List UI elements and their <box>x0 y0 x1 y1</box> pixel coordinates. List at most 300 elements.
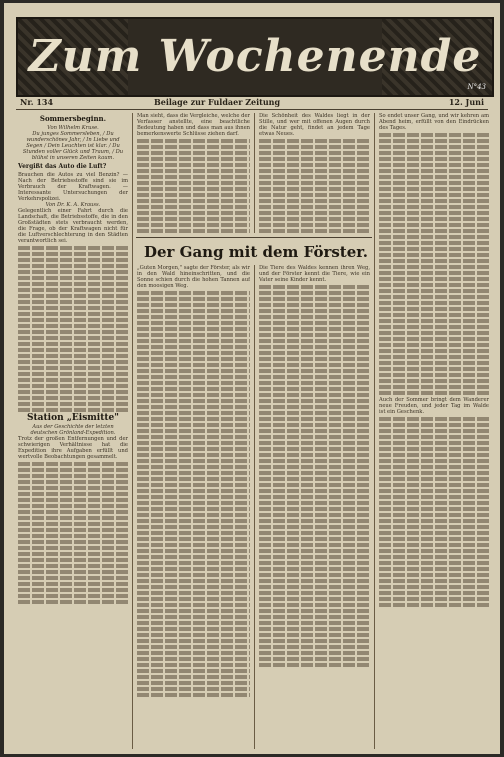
text-line <box>379 385 489 389</box>
text-line <box>259 345 370 349</box>
text-line <box>259 555 370 559</box>
text-line <box>259 145 370 149</box>
text-line <box>259 627 370 631</box>
text-line <box>259 447 370 451</box>
text-line <box>259 465 370 469</box>
text-line <box>137 639 250 643</box>
text-line <box>379 139 489 143</box>
text-line <box>137 501 250 505</box>
text-line <box>259 393 370 397</box>
text-line <box>259 309 370 313</box>
headline-rule <box>136 237 372 238</box>
text-line <box>137 291 250 295</box>
article-body: Trotz der großen Entfernungen und der schwierigen Verhältnisse hat die Expedition ihre Aufgaben erfüllt und wertvolle Beobachtungen gesammelt. <box>18 436 128 460</box>
text-line <box>259 327 370 331</box>
text-line <box>18 324 128 328</box>
text-line <box>137 513 250 517</box>
text-line <box>259 531 370 535</box>
text-line <box>259 567 370 571</box>
text-line <box>379 513 489 517</box>
text-line <box>379 223 489 227</box>
text-line <box>259 357 370 361</box>
text-line <box>379 259 489 263</box>
text-line <box>137 609 250 613</box>
text-line <box>137 381 250 385</box>
text-line <box>379 295 489 299</box>
text-line <box>259 169 370 173</box>
text-line <box>137 585 250 589</box>
text-line <box>18 390 128 394</box>
text-line <box>137 555 250 559</box>
text-line <box>379 163 489 167</box>
text-line <box>379 429 489 433</box>
text-line <box>137 615 250 619</box>
text-line <box>379 199 489 203</box>
text-line <box>18 330 128 334</box>
text-line <box>18 540 128 544</box>
text-line <box>259 205 370 209</box>
text-line <box>18 318 128 322</box>
text-line <box>259 163 370 167</box>
text-line <box>18 576 128 580</box>
text-line <box>379 337 489 341</box>
text-line <box>259 525 370 529</box>
text-line <box>259 585 370 589</box>
article-author-sommer: Von Wilhelm Kruse. <box>47 125 99 131</box>
text-line <box>137 471 250 475</box>
text-line <box>259 651 370 655</box>
text-line <box>137 453 250 457</box>
text-line <box>137 435 250 439</box>
text-line <box>137 229 250 233</box>
text-line <box>259 429 370 433</box>
text-line <box>18 252 128 256</box>
column-divider <box>254 113 255 233</box>
text-line <box>259 543 370 547</box>
text-line <box>259 507 370 511</box>
text-line <box>137 663 250 667</box>
text-line <box>18 546 128 550</box>
text-line <box>137 357 250 361</box>
text-line <box>18 372 128 376</box>
text-line <box>379 289 489 293</box>
text-line <box>18 408 128 412</box>
text-line <box>137 447 250 451</box>
text-line <box>379 483 489 487</box>
text-line <box>379 157 489 161</box>
text-line <box>379 537 489 541</box>
text-line <box>259 405 370 409</box>
text-line <box>137 175 250 179</box>
text-line <box>379 367 489 371</box>
text-line <box>18 516 128 520</box>
article-author-auto: Von Dr. K. A. Krauss. <box>45 202 101 208</box>
text-line <box>259 399 370 403</box>
text-line <box>259 621 370 625</box>
text-line <box>259 483 370 487</box>
text-line <box>18 246 128 250</box>
text-line <box>18 402 128 406</box>
text-line <box>379 205 489 209</box>
text-line <box>18 480 128 484</box>
text-line <box>137 163 250 167</box>
text-line <box>137 477 250 481</box>
text-line <box>18 384 128 388</box>
text-line <box>379 325 489 329</box>
text-line <box>137 441 250 445</box>
text-line <box>379 235 489 239</box>
text-line <box>379 313 489 317</box>
text-line <box>379 489 489 493</box>
text-line <box>379 391 489 395</box>
text-line <box>137 561 250 565</box>
text-line <box>137 315 250 319</box>
text-line <box>18 468 128 472</box>
text-line <box>137 621 250 625</box>
text-line <box>259 459 370 463</box>
text-line <box>259 175 370 179</box>
text-line <box>137 687 250 691</box>
issue-date: 12. Juni <box>448 97 484 107</box>
text-line <box>137 525 250 529</box>
text-line <box>137 223 250 227</box>
text-line <box>379 465 489 469</box>
text-line <box>259 591 370 595</box>
text-line <box>137 489 250 493</box>
text-line <box>137 393 250 397</box>
text-line <box>259 285 370 289</box>
text-line <box>379 597 489 601</box>
text-line <box>259 381 370 385</box>
text-line <box>137 363 250 367</box>
text-line <box>137 519 250 523</box>
text-line <box>259 471 370 475</box>
text-line <box>379 447 489 451</box>
article-body: Gelegentlich einer Fahrt durch die Landschaft, die Betriebsstoffe, die in den Großstädten stets verbraucht werden, die Frage, ob der Kraftwagen nicht für die Luftverschlechterung in den Städten verantwortlich sei. <box>18 208 128 244</box>
text-line <box>18 378 128 382</box>
text-line <box>259 139 370 143</box>
article-body: So endet unser Gang, und wir kehren am Abend heim, erfüllt von den Eindrücken des Tages. <box>379 113 489 131</box>
text-line <box>259 579 370 583</box>
text-line <box>259 615 370 619</box>
text-line <box>18 486 128 490</box>
article-body: Die Tiere des Waldes kennen ihren Weg, und der Förster kennt die Tiere, wie ein Vater seine Kinder kennt. <box>259 265 370 283</box>
text-line <box>379 229 489 233</box>
text-line <box>379 331 489 335</box>
masthead <box>16 17 494 97</box>
article-subtitle-station: Aus der Geschichte der letzten deutschen Grönland-Expedition. <box>30 424 116 436</box>
text-line <box>18 360 128 364</box>
column-divider <box>374 113 375 749</box>
text-line <box>137 459 250 463</box>
text-line <box>379 301 489 305</box>
text-line <box>259 663 370 667</box>
masthead-title: Zum Wochenende <box>28 31 482 82</box>
text-line <box>137 495 250 499</box>
supplement-label: Beilage zur Fuldaer Zeitung <box>154 97 281 107</box>
text-line <box>18 366 128 370</box>
text-line <box>259 181 370 185</box>
text-line <box>379 453 489 457</box>
text-line <box>137 217 250 221</box>
text-line <box>137 333 250 337</box>
text-line <box>379 435 489 439</box>
text-line <box>18 282 128 286</box>
text-line <box>18 276 128 280</box>
text-line <box>379 373 489 377</box>
text-line <box>137 375 250 379</box>
text-line <box>137 405 250 409</box>
text-line <box>18 462 128 466</box>
article-body: „Guten Morgen," sagte der Förster, als wir in den Wald hineinschritten, und die Sonne schien durch die hohen Tannen auf den moosigen Weg. <box>137 265 250 289</box>
text-line <box>18 288 128 292</box>
text-line <box>18 552 128 556</box>
text-line <box>137 199 250 203</box>
text-line <box>137 411 250 415</box>
text-line <box>137 693 250 697</box>
text-line <box>379 585 489 589</box>
text-line <box>137 549 250 553</box>
column-2-bottom <box>137 265 250 749</box>
text-line <box>137 303 250 307</box>
text-line <box>137 369 250 373</box>
text-line <box>259 417 370 421</box>
text-line <box>379 531 489 535</box>
text-line <box>259 423 370 427</box>
text-line <box>137 429 250 433</box>
text-line <box>259 363 370 367</box>
text-line <box>18 564 128 568</box>
text-line <box>18 534 128 538</box>
text-line <box>137 417 250 421</box>
text-line <box>137 591 250 595</box>
text-line <box>259 633 370 637</box>
text-line <box>259 375 370 379</box>
text-line <box>379 193 489 197</box>
text-line <box>259 297 370 301</box>
text-line <box>259 223 370 227</box>
text-line <box>379 459 489 463</box>
text-line <box>379 343 489 347</box>
text-line <box>259 477 370 481</box>
text-line <box>379 355 489 359</box>
poem-sommer: Du junges Sommersleben, / Du wunderschönes Jahr, / In Liebe und Segen / Dein Leuchten ist klar. / Du Stunden voller Glück und Traum, / Du blühst in unseren Zeiten kaum. <box>22 131 124 161</box>
text-line <box>259 187 370 191</box>
text-line <box>259 291 370 295</box>
text-line <box>137 187 250 191</box>
text-line <box>18 264 128 268</box>
newspaper-page <box>4 3 500 754</box>
text-line <box>379 361 489 365</box>
text-line <box>259 513 370 517</box>
text-line <box>379 501 489 505</box>
text-line <box>379 591 489 595</box>
text-line <box>18 600 128 604</box>
article-title-station: Station „Eismitte" <box>27 413 119 423</box>
text-line <box>18 522 128 526</box>
text-line <box>137 327 250 331</box>
text-line <box>379 477 489 481</box>
text-line <box>259 501 370 505</box>
text-line <box>137 567 250 571</box>
text-line <box>18 312 128 316</box>
text-line <box>137 321 250 325</box>
column-divider <box>254 265 255 749</box>
text-line <box>379 169 489 173</box>
text-line <box>379 151 489 155</box>
text-line <box>379 181 489 185</box>
text-line <box>379 211 489 215</box>
text-line <box>379 145 489 149</box>
article-body: Auch der Sommer bringt dem Wanderer neue Freuden, und jeder Tag im Walde ist ein Geschenk. <box>379 397 489 415</box>
text-line <box>259 321 370 325</box>
text-line <box>137 579 250 583</box>
text-line <box>137 531 250 535</box>
text-line <box>379 187 489 191</box>
text-line <box>18 510 128 514</box>
text-line <box>379 217 489 221</box>
column-2-top <box>137 113 250 237</box>
text-line <box>379 495 489 499</box>
text-line <box>259 333 370 337</box>
text-line <box>379 283 489 287</box>
text-line <box>259 561 370 565</box>
text-line <box>137 597 250 601</box>
text-line <box>259 597 370 601</box>
text-line <box>137 627 250 631</box>
text-line <box>379 567 489 571</box>
text-line <box>259 441 370 445</box>
text-line <box>259 645 370 649</box>
text-line <box>18 474 128 478</box>
column-divider <box>132 113 133 749</box>
text-line <box>379 573 489 577</box>
text-line <box>379 525 489 529</box>
text-line <box>18 258 128 262</box>
text-line <box>259 217 370 221</box>
text-line <box>137 309 250 313</box>
text-line <box>379 417 489 421</box>
text-line <box>137 651 250 655</box>
text-line <box>379 507 489 511</box>
text-line <box>18 504 128 508</box>
text-line <box>18 348 128 352</box>
text-line <box>379 603 489 607</box>
text-line <box>379 253 489 257</box>
text-line <box>137 465 250 469</box>
text-line <box>18 570 128 574</box>
text-line <box>259 609 370 613</box>
article-title-foerster: Der Gang mit dem Förster. <box>143 243 369 261</box>
text-line <box>259 303 370 307</box>
text-line <box>259 157 370 161</box>
text-line <box>18 300 128 304</box>
text-line <box>137 339 250 343</box>
text-line <box>137 537 250 541</box>
issue-number: Nr. 134 <box>20 97 54 107</box>
text-line <box>18 528 128 532</box>
text-line <box>379 441 489 445</box>
article-title-sommer: Sommersbeginn. <box>39 114 107 123</box>
text-line <box>259 657 370 661</box>
text-line <box>137 351 250 355</box>
text-line <box>259 453 370 457</box>
text-line <box>18 582 128 586</box>
text-line <box>259 603 370 607</box>
text-line <box>259 537 370 541</box>
text-line <box>137 139 250 143</box>
text-line <box>259 639 370 643</box>
text-line <box>379 319 489 323</box>
text-line <box>379 265 489 269</box>
text-line <box>137 507 250 511</box>
column-3-top <box>259 113 370 237</box>
column-3-bottom <box>259 265 370 749</box>
text-line <box>379 561 489 565</box>
text-line <box>379 175 489 179</box>
text-line <box>259 369 370 373</box>
text-line <box>137 297 250 301</box>
text-line <box>379 519 489 523</box>
text-line <box>259 229 370 233</box>
text-line <box>137 483 250 487</box>
text-line <box>137 211 250 215</box>
text-line <box>18 270 128 274</box>
text-line <box>137 169 250 173</box>
text-line <box>379 471 489 475</box>
text-line <box>259 387 370 391</box>
text-line <box>137 193 250 197</box>
article-subtitle-auto: Brauchen die Autos zu viel Benzin? — Nach der Betriebsstoffe sind sie im Verbrauch der Kraftwagen. — Interessante Untersuchungen der Verkehrspolizei. <box>18 172 128 202</box>
text-line <box>18 498 128 502</box>
text-line <box>18 588 128 592</box>
text-line <box>137 645 250 649</box>
text-line <box>259 151 370 155</box>
text-line <box>137 543 250 547</box>
article-body: Man sieht, dass die Vergleiche, welche der Verfasser anstellte, eine beachtliche Bedeutung haben und dass man aus ihnen bemerkenswerte Schlüsse ziehen darf. <box>137 113 250 137</box>
text-line <box>18 594 128 598</box>
text-line <box>137 345 250 349</box>
text-line <box>259 519 370 523</box>
text-line <box>379 271 489 275</box>
text-line <box>137 603 250 607</box>
text-line <box>18 306 128 310</box>
text-line <box>379 247 489 251</box>
text-line <box>259 211 370 215</box>
text-line <box>259 549 370 553</box>
text-line <box>137 181 250 185</box>
text-line <box>137 573 250 577</box>
text-line <box>379 277 489 281</box>
text-line <box>18 558 128 562</box>
text-line <box>379 349 489 353</box>
text-line <box>259 339 370 343</box>
text-line <box>137 151 250 155</box>
text-line <box>379 379 489 383</box>
text-line <box>137 423 250 427</box>
text-line <box>137 205 250 209</box>
handwritten-note: N°43 <box>467 83 486 91</box>
text-line <box>137 399 250 403</box>
text-line <box>259 435 370 439</box>
text-line <box>259 495 370 499</box>
text-line <box>259 489 370 493</box>
text-line <box>379 307 489 311</box>
column-4 <box>379 113 489 749</box>
article-body: Die Schönheit des Waldes liegt in der Stille, und wer mit offenen Augen durch die Natur geht, findet an jedem Tage etwas Neues. <box>259 113 370 137</box>
text-line <box>137 657 250 661</box>
article-title-auto: Vergißt das Auto die Luft? <box>18 163 107 170</box>
